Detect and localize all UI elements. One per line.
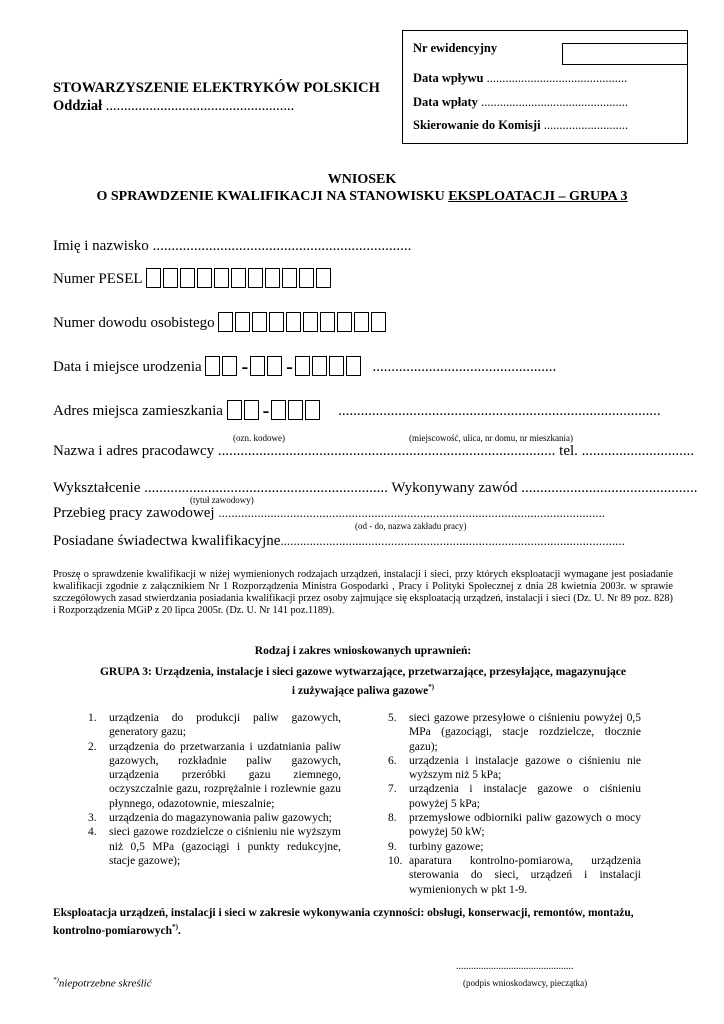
title-line-2: [0, 189, 724, 205]
list-text: urządzenia i instalacje gazowe o ciśnieniu nie wyższym niż 5 kPa;: [409, 754, 641, 782]
list-item[interactable]: [388, 854, 641, 897]
id-card-cell[interactable]: [371, 312, 386, 332]
receipt-date-dots[interactable]: .............................................: [486, 71, 628, 85]
list-text: sieci gazowe rozdzielcze o ciśnieniu nie wyższym niż 0,5 MPa (gazociągi i punkty redukcyjne, stacje gazowe);: [109, 826, 341, 867]
education-row: [53, 480, 698, 497]
postal-cell[interactable]: [288, 400, 303, 420]
pesel-cell[interactable]: [214, 268, 229, 288]
operation-scope-text: Eksploatacja urządzeń, instalacji i sieci w zakresie wykonywania czynności: obsługi, konserwacji, remontów, montażu, kontrolno-pomiarowych: [53, 907, 634, 937]
postal-code-cells[interactable]: [227, 400, 323, 420]
certificates-row: [53, 533, 625, 550]
pesel-cell[interactable]: [299, 268, 314, 288]
birth-label: Data i miejsce urodzenia: [53, 359, 202, 375]
registry-number-field[interactable]: [562, 43, 688, 65]
group-line-1: GRUPA 3: Urządzenia, instalacje i sieci gazowe wytwarzające, przetwarzające, przesyłające, magazynujące: [99, 666, 627, 678]
list-item[interactable]: [388, 811, 641, 840]
id-card-cell[interactable]: [320, 312, 335, 332]
list-number: 2.: [88, 740, 97, 753]
birth-year-cell[interactable]: [312, 356, 327, 376]
list-item[interactable]: [388, 840, 641, 854]
id-card-cell[interactable]: [337, 312, 352, 332]
employer-label: Nazwa i adres pracodawcy: [53, 443, 215, 459]
id-card-cell[interactable]: [269, 312, 284, 332]
list-number: 1.: [88, 712, 97, 724]
list-number: 6.: [388, 754, 397, 767]
device-list-left: [88, 711, 341, 868]
group-line-2: [53, 680, 673, 698]
date-separator: -: [286, 356, 293, 378]
title-underlined: EKSPLOATACJI – GRUPA 3: [448, 189, 628, 204]
postal-cell[interactable]: [244, 400, 259, 420]
employer-dots[interactable]: ..........................................................................................: [217, 443, 556, 459]
pesel-cell[interactable]: [282, 268, 297, 288]
committee-row: [413, 118, 628, 133]
id-card-cell[interactable]: [303, 312, 318, 332]
pesel-cell[interactable]: [146, 268, 161, 288]
career-hint: (od - do, nazwa zakładu pracy): [355, 521, 467, 531]
device-list-right: [388, 711, 641, 897]
postal-code-hint: (ozn. kodowe): [233, 433, 285, 443]
operation-scope-end: .: [177, 924, 181, 937]
group-line-2-text: i zużywające paliwa gazowe: [291, 684, 429, 697]
id-card-cell[interactable]: [286, 312, 301, 332]
list-item[interactable]: [88, 740, 341, 811]
payment-date-row: [413, 95, 628, 110]
pesel-cell[interactable]: [197, 268, 212, 288]
list-item[interactable]: [388, 754, 641, 783]
title-prefix: O SPRAWDZENIE KWALIFIKACJI NA STANOWISKU: [96, 189, 449, 204]
list-text: turbiny gazowe;: [409, 840, 484, 853]
birth-day-cell[interactable]: [205, 356, 220, 376]
phone-label: tel.: [559, 443, 578, 459]
birth-place-dots[interactable]: .................................................: [372, 359, 557, 375]
postal-cell[interactable]: [227, 400, 242, 420]
birth-year-cell[interactable]: [329, 356, 344, 376]
list-number: 8.: [388, 812, 397, 825]
birth-row: [53, 356, 556, 376]
id-card-label: Numer dowodu osobistego: [53, 315, 215, 331]
list-item[interactable]: [388, 711, 641, 754]
list-text: przemysłowe odbiorniki paliw gazowych o mocy powyżej 50 kW;: [409, 812, 641, 839]
profession-label: Wykonywany zawód: [391, 480, 518, 496]
birth-month-cell[interactable]: [267, 356, 282, 376]
career-label: Przebieg pracy zawodowej: [53, 505, 215, 521]
name-dots[interactable]: .....................................................................: [152, 238, 412, 254]
branch-input-dots[interactable]: ....................................................: [105, 98, 295, 114]
pesel-label: Numer PESEL: [53, 271, 143, 287]
signature-dots[interactable]: ...............................................: [456, 961, 574, 972]
footnote-mark: *): [428, 683, 435, 691]
list-text: urządzenia do przetwarzania i uzdatniania paliw gazowych, rozkładnie paliw gazowych, urządzenia przeróbki gazu ziemnego, oczyszczalnie gazu, rozprężalnie i rozlewnie gazu płynnego, odazotownie, mieszalnie;: [109, 740, 341, 810]
id-card-cell[interactable]: [235, 312, 250, 332]
list-text: urządzenia do produkcji paliw gazowych, generatory gazu;: [109, 712, 341, 739]
id-card-cell[interactable]: [252, 312, 267, 332]
list-number: 4.: [88, 826, 97, 839]
name-label: Imię i nazwisko: [53, 238, 149, 254]
pesel-row: [53, 268, 333, 288]
address-row: [53, 400, 661, 420]
receipt-date-row: [413, 71, 627, 86]
birth-year-cell[interactable]: [346, 356, 361, 376]
employer-row: [53, 443, 694, 460]
education-dots[interactable]: .................................................................: [144, 480, 388, 496]
footnote-text: niepotrzebne skreślić: [58, 977, 152, 990]
operation-scope: [53, 906, 678, 938]
payment-date-dots[interactable]: ...............................................: [481, 95, 628, 109]
committee-label: Skierowanie do Komisji: [413, 118, 541, 132]
address-label: Adres miejsca zamieszkania: [53, 403, 223, 419]
list-text: urządzenia i instalacje gazowe o ciśnieniu powyżej 5 kPa;: [409, 783, 641, 810]
organization-name: STOWARZYSZENIE ELEKTRYKÓW POLSKICH: [53, 80, 380, 96]
address-dots[interactable]: ......................................................................................: [338, 403, 661, 419]
pesel-cell[interactable]: [180, 268, 195, 288]
career-dots[interactable]: .......................................................................................................................: [218, 505, 606, 520]
request-paragraph: Proszę o sprawdzenie kwalifikacji w niżej wymienionych rodzajach urządzeń, instalacji i sieci, przy których eksploatacji wymagane jest posiadanie kwalifikacji zgodnie z załącznikiem Nr 1 Rozporządzenia Ministra Gospodarki , Pracy i Polityki Społecznej z dnia 28 kwietnia 2003r. w sprawie szczegółowych zasad stwierdzania posiadania kwalifikacji przez osoby zajmujące się eksploatacją urządzeń, instalacji i sieci (Dz. U. Nr 89 poz. 828) i Rozporządzenia MGiP z 20 lipca 2005r. (Dz. U. Nr 141 poz.1189).: [53, 569, 673, 616]
profession-dots[interactable]: ...............................................: [521, 480, 698, 496]
list-item[interactable]: [388, 782, 641, 811]
list-number: 9.: [388, 840, 397, 853]
registry-number-label: Nr ewidencyjny: [413, 41, 498, 55]
footnote: [53, 976, 152, 990]
committee-dots[interactable]: ...........................: [543, 118, 629, 132]
birth-year-cell[interactable]: [295, 356, 310, 376]
birth-date-cells[interactable]: [205, 356, 362, 376]
postal-separator: -: [262, 400, 270, 422]
certificates-label: Posiadane świadectwa kwalifikacyjne: [53, 533, 281, 549]
certificates-dots[interactable]: ..........................................................................................................: [280, 533, 625, 548]
career-row: [53, 505, 605, 522]
branch-label: Oddział: [53, 98, 103, 114]
list-number: 10.: [388, 854, 403, 867]
phone-dots[interactable]: ..............................: [581, 443, 695, 459]
list-item[interactable]: [88, 811, 341, 825]
list-item[interactable]: [88, 825, 341, 868]
list-number: 7.: [388, 783, 397, 796]
list-text: urządzenia do magazynowania paliw gazowych;: [109, 812, 332, 825]
branch-line: [53, 98, 294, 115]
signature-hint: (podpis wnioskodawcy, pieczątka): [463, 978, 588, 988]
operation-footnote-mark: *): [172, 923, 178, 931]
postal-cell[interactable]: [271, 400, 286, 420]
list-number: 3.: [88, 812, 97, 825]
address-hint: (miejscowość, ulica, nr domu, nr mieszkania): [409, 433, 573, 443]
name-row: [53, 238, 411, 255]
receipt-date-label: Data wpływu: [413, 71, 484, 85]
postal-cell[interactable]: [305, 400, 320, 420]
id-card-cell[interactable]: [218, 312, 233, 332]
education-label: Wykształcenie: [53, 480, 141, 496]
date-separator: -: [241, 356, 249, 378]
registry-box: [402, 30, 688, 144]
pesel-cell[interactable]: [265, 268, 280, 288]
id-card-cell[interactable]: [354, 312, 369, 332]
list-text: sieci gazowe przesyłowe o ciśnieniu powyżej 0,5 MPa (gazociągi, stacje rozdzielcze, tłocznie gazu);: [409, 712, 641, 753]
scope-heading: Rodzaj i zakres wnioskowanych uprawnień:: [254, 645, 472, 657]
id-card-cells[interactable]: [218, 312, 388, 332]
footnote-symbol: *): [53, 976, 59, 984]
list-number: 5.: [388, 712, 397, 724]
pesel-cell[interactable]: [316, 268, 331, 288]
list-text: aparatura kontrolno-pomiarowa, urządzenia sterowania do sieci, urządzeń i instalacji wymienionych w pkt 1-9.: [409, 854, 641, 896]
birth-month-cell[interactable]: [250, 356, 265, 376]
payment-date-label: Data wpłaty: [413, 95, 478, 109]
birth-day-cell[interactable]: [222, 356, 237, 376]
id-card-row: [53, 312, 388, 332]
title-line-1: WNIOSEK: [327, 172, 397, 187]
pesel-cells[interactable]: [146, 268, 333, 288]
pesel-cell[interactable]: [248, 268, 263, 288]
title-hint: (tytuł zawodowy): [190, 495, 254, 505]
pesel-cell[interactable]: [231, 268, 246, 288]
pesel-cell[interactable]: [163, 268, 178, 288]
list-item[interactable]: [88, 711, 341, 740]
